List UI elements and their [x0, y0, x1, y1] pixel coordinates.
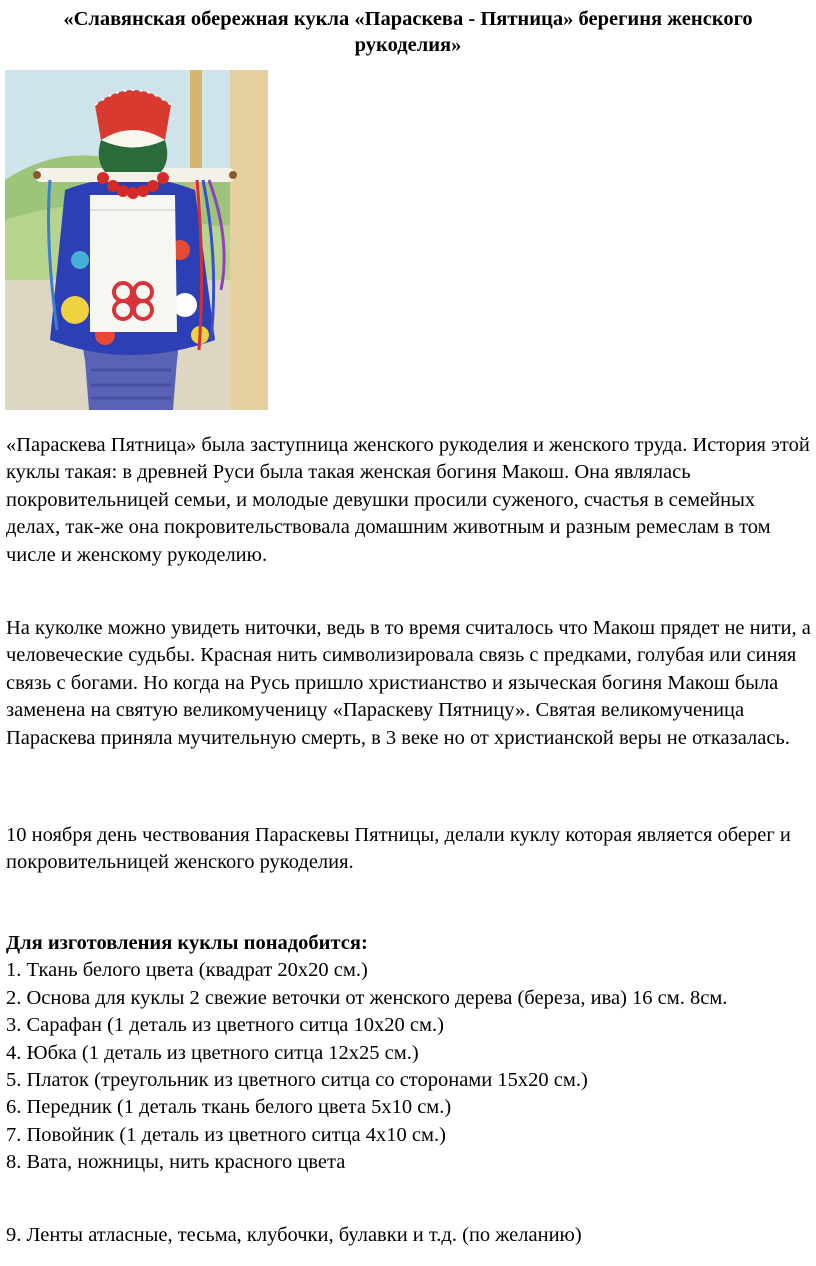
list-item: 4. Юбка (1 деталь из цветного ситца 12х25 см.)	[6, 1041, 419, 1064]
list-item: 2. Основа для куклы 2 свежие веточки от женского дерева (береза, ива) 16 см. 8см.	[6, 986, 728, 1009]
list-item-last: 9. Ленты атласные, тесьма, клубочки, булавки и т.д. (по желанию)	[6, 1224, 582, 1246]
paragraph-threads: На куколке можно увидеть ниточки, ведь в то время считалось что Макош прядет не нити, а человеческие судьбы. Красная нить символизировала связь с предками, голубая или синяя связь с богами. Но когда на Русь пришло христианство и языческая богиня Макош была заменена на святую великомученицу «Параскеву Пятницу». Святая великомученица Параскева приняла мучительную смерть, в 3 веке но от христианской веры не отказалась.	[6, 617, 811, 749]
list-item: 8. Вата, ножницы, нить красного цвета	[6, 1151, 346, 1174]
list-item: 7. Повойник (1 деталь из цветного ситца 4х10 см.)	[6, 1123, 446, 1146]
materials-list	[6, 930, 812, 1177]
list-item: 3. Сарафан (1 деталь из цветного ситца 10х20 см.)	[6, 1014, 444, 1037]
list-item: 1. Ткань белого цвета (квадрат 20х20 см.)	[6, 959, 368, 982]
list-item: 6. Передник (1 деталь ткань белого цвета 5х10 см.)	[6, 1096, 452, 1119]
doll-illustration	[5, 70, 268, 410]
doll-photo	[5, 70, 268, 410]
paragraph-history: «Параскева Пятница» была заступница женского рукоделия и женского труда. История этой куклы такая: в древней Руси была такая женская богиня Макош. Она являлась покровительницей семьи, и молодые девушки просили суженого, счастья в семейных делах, так-же она покровительствовала домашним животным и разным ремеслам в том числе и женскому рукоделию.	[6, 434, 810, 566]
materials-heading: Для изготовления куклы понадобится:	[6, 932, 368, 954]
list-item: 5. Платок (треугольник из цветного ситца со сторонами 15х20 см.)	[6, 1069, 588, 1092]
paragraph-november: 10 ноября день чествования Параскевы Пятницы, делали куклу которая является оберег и покровительницей женского рукоделия.	[6, 824, 791, 874]
document-title: «Славянская обережная кукла «Параскева - Пятница» берегиня женского рукоделия»	[63, 8, 753, 56]
